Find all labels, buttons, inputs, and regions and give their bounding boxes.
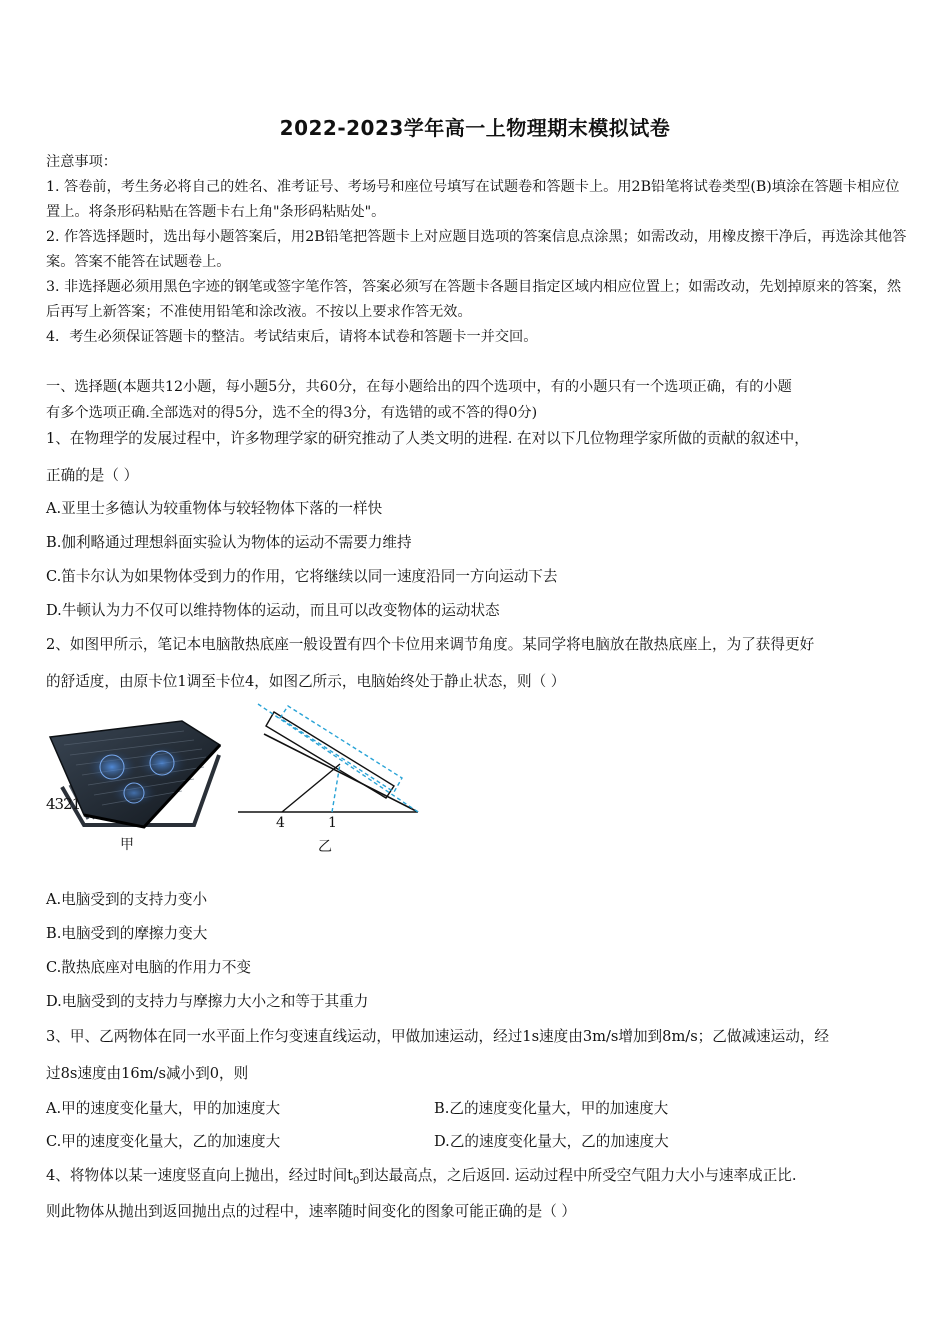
q3-stem-line1: 3、甲、乙两物体在同一水平面上作匀变速直线运动，甲做加速运动，经过1s速度由3m/s增加到8m/s；乙做减速运动，经 <box>46 1028 830 1045</box>
laptop-cooling-stand-photo <box>44 715 224 835</box>
q2-option-c: C.散热底座对电脑的作用力不变 <box>46 959 252 976</box>
q4-stem-part2: 到达最高点，之后返回. 运动过程中所受空气阻力大小与速率成正比. <box>359 1167 797 1184</box>
stand-slot-labels: 4321 <box>46 795 81 813</box>
q3-option-b: B.乙的速度变化量大，甲的加速度大 <box>434 1100 669 1117</box>
q1-option-d: D.牛顿认为力不仅可以维持物体的运动，而且可以改变物体的运动状态 <box>46 602 500 619</box>
q1-stem-line1: 1、在物理学的发展过程中，许多物理学家的研究推动了人类文明的进程. 在对以下几位物理学家所做的贡献的叙述中， <box>46 430 809 447</box>
stand-angle-diagram <box>236 700 422 822</box>
section-instructions-line1: 一、选择题(本题共12小题，每小题5分，共60分，在每小题给出的四个选项中，有的小题只有一个选项正确，有的小题 <box>46 379 792 395</box>
figure-jia-caption: 甲 <box>120 837 134 853</box>
q1-option-b: B.伽利略通过理想斜面实验认为物体的运动不需要力维持 <box>46 534 412 551</box>
notice-item-1: 1. 答卷前，考生务必将自己的姓名、准考证号、考场号和座位号填写在试题卷和答题卡上。用2B铅笔将试卷类型(B)填涂在答题卡相应位置上。将条形码粘贴在答题卡右上角"条形码粘贴处"。 <box>46 179 900 220</box>
q1-option-a: A.亚里士多德认为较重物体与较轻物体下落的一样快 <box>46 500 383 517</box>
diagram-mark-4: 4 <box>276 815 285 831</box>
notice-heading: 注意事项： <box>46 154 117 170</box>
q3-option-d: D.乙的速度变化量大，乙的加速度大 <box>434 1133 669 1150</box>
q1-stem-line2: 正确的是（ ） <box>46 467 139 484</box>
q2-option-d: D.电脑受到的支持力与摩擦力大小之和等于其重力 <box>46 993 369 1010</box>
q2-stem-line2: 的舒适度，由原卡位1调至卡位4，如图乙所示，电脑始终处于静止状态，则（ ） <box>46 673 566 690</box>
q2-option-b: B.电脑受到的摩擦力变大 <box>46 925 208 942</box>
notice-item-3: 3. 非选择题必须用黑色字迹的钢笔或签字笔作答，答案必须写在答题卡各题目指定区域内相应位置上；如需改动，先划掉原来的答案，然后再写上新答案；不准使用铅笔和涂改液。不按以上要求作答无效。 <box>46 279 902 320</box>
notice-item-4: 4．考生必须保证答题卡的整洁。考试结束后，请将本试卷和答题卡一并交回。 <box>46 329 538 345</box>
q3-option-c: C.甲的速度变化量大，乙的加速度大 <box>46 1133 281 1150</box>
q3-stem-line2: 过8s速度由16m/s减小到0，则 <box>46 1065 249 1082</box>
exam-title: 2022-2023学年高一上物理期末模拟试卷 <box>279 116 671 140</box>
figure-yi-caption: 乙 <box>318 839 332 855</box>
q4-stem-subscript: 0 <box>353 1175 360 1187</box>
q2-option-a: A.电脑受到的支持力变小 <box>46 891 208 908</box>
q4-stem-line2: 则此物体从抛出到返回抛出点的过程中，速率随时间变化的图象可能正确的是（ ） <box>46 1203 577 1220</box>
q3-option-a: A.甲的速度变化量大，甲的加速度大 <box>46 1100 281 1117</box>
diagram-mark-1: 1 <box>328 815 337 831</box>
q1-option-c: C.笛卡尔认为如果物体受到力的作用，它将继续以同一速度沿同一方向运动下去 <box>46 568 558 585</box>
q2-stem-line1: 2、如图甲所示，笔记本电脑散热底座一般设置有四个卡位用来调节角度。某同学将电脑放在散热底座上，为了获得更好 <box>46 636 815 653</box>
q4-stem-part1: 4、将物体以某一速度竖直向上抛出，经过时间t <box>46 1167 354 1184</box>
notice-item-2: 2. 作答选择题时，选出每小题答案后，用2B铅笔把答题卡上对应题目选项的答案信息点涂黑；如需改动，用橡皮擦干净后，再选涂其他答案。答案不能答在试题卷上。 <box>46 229 907 270</box>
q4-stem-line1 <box>46 1164 908 1187</box>
section-instructions-line2: 有多个选项正确.全部选对的得5分，选不全的得3分，有选错的或不答的得0分) <box>46 405 538 421</box>
notice-block <box>46 150 908 350</box>
